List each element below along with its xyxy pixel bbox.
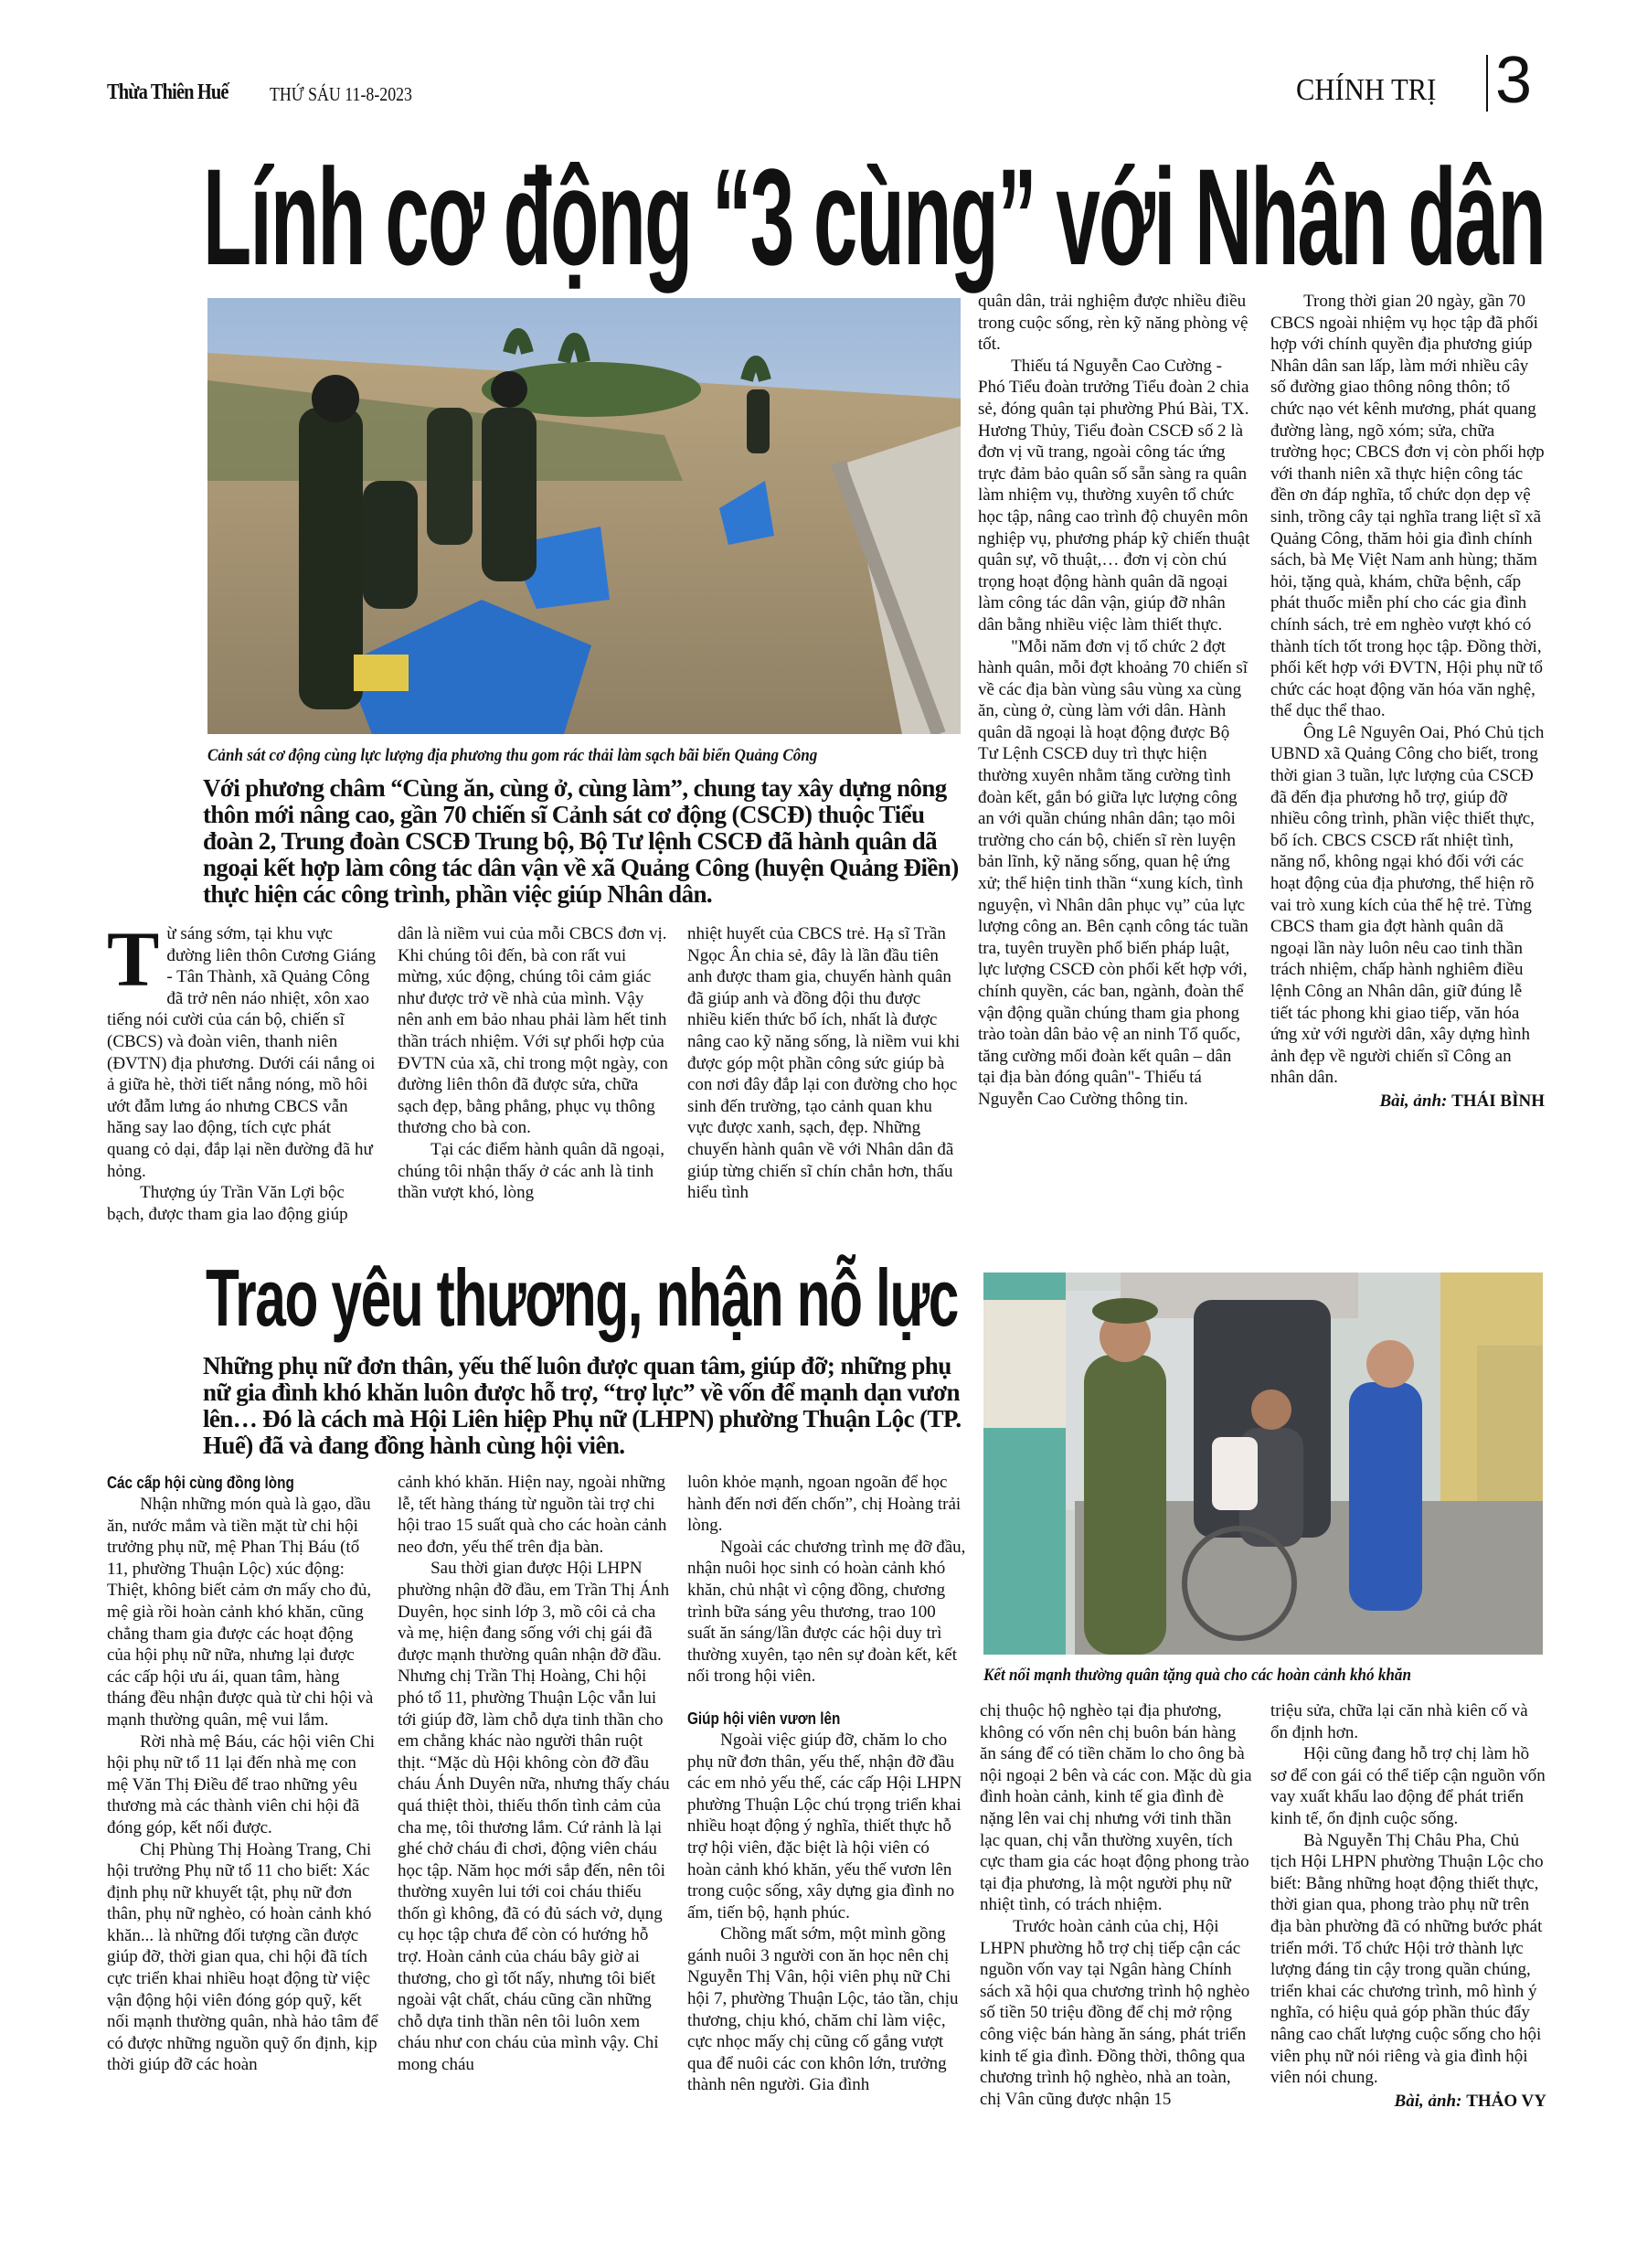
paragraph: Rời nhà mệ Báu, các hội viên Chi hội phụ nữ tổ 11 lại đến nhà mẹ con mệ Văn Thị Điều để trao những yêu thương mà các thành viên chi hội đã đóng góp, kết nối được. xyxy=(107,1731,376,1837)
paragraph: "Mỗi năm đơn vị tổ chức 2 đợt hành quân, mỗi đợt khoảng 70 chiến sĩ về các địa bàn vùng sâu vùng xa cùng ăn, cùng ở, cùng làm với dân. Hành quân dã ngoại là hoạt động được Bộ Tư Lệnh CSCĐ duy trì thực hiện thường xuyên nhằm tăng cường tình đoàn kết, gắn bó giữa lực lượng công an với quần chúng nhân dân; tạo môi trường cho cán bộ, chiến sĩ rèn luyện bản lĩnh, kỹ năng sống, quan hệ ứng xử; thể hiện tinh thần “xung kích, tình nguyện, vì Nhân dân phục vụ” của lực lượng công an. Bên cạnh công tác tuần tra, tuyên truyền phổ biến pháp luật, lực lượng CSCĐ còn phối kết hợp với, chính quyền, các ban, ngành, đoàn thể vận động quần chúng tham gia phong trào toàn dân bảo vệ an ninh Tổ quốc, tăng cường mối đoàn kết quân – dân tại địa bàn đóng quân"- Thiếu tá Nguyễn Cao Cường thông tin. xyxy=(978,636,1249,1109)
subheading: Các cấp hội cùng đồng lòng xyxy=(107,1474,294,1492)
paragraph: ừ sáng sớm, tại khu vực đường liên thôn Cương Giáng - Tân Thành, xã Quảng Công đã trở nên náo nhiệt, xôn xao tiếng nói cười của cán bộ, chiến sĩ (CBCS) và đoàn viên, thanh niên (ĐVTN) địa phương. Dưới cái nắng oi ả giữa hè, thời tiết nắng nóng, mồ hôi ướt đẫm lưng áo nhưng CBCS vẫn hăng say lao động, tích cực phát quang cỏ dại, đắp lại nền đường đã hư hỏng. xyxy=(107,924,376,1181)
article1-column-4 xyxy=(978,291,1250,1111)
paragraph: Ông Lê Nguyên Oai, Phó Chủ tịch UBND xã Quảng Công cho biết, trong thời gian 3 tuần, lực lượng của CSCĐ đã đến địa phương hỗ trợ, giúp đỡ nhiều công trình, phần việc thiết thực, bổ ích. CBCS CSCĐ rất nhiệt tình, năng nổ, không ngại khó đối với các hoạt động của địa phương, thể hiện rõ vai trò xung kích của thế hệ trẻ. Từng CBCS tham gia đợt hành quân dã ngoại lần này luôn nêu cao tinh thần trách nhiệm, chấp hành nghiêm điều lệnh Công an Nhân dân, giữ đúng lễ tiết tác phong khi giao tiếp, văn hóa ứng xử với người dân, xây dựng hình ảnh đẹp về người chiến sĩ Công an nhân dân. xyxy=(1270,722,1545,1088)
paragraph: Hội cũng đang hỗ trợ chị làm hồ sơ để con gái có thể tiếp cận nguồn vốn vay xuất khẩu lao động để phát triển kinh tế, ổn định cuộc sống. xyxy=(1270,1744,1546,1828)
article2-headline xyxy=(206,1252,958,1343)
paragraph: chị thuộc hộ nghèo tại địa phương, không có vốn nên chị buôn bán hàng ăn sáng để có tiền chăm lo cho ông bà nội ngoại 2 bên và các con. Mặc dù gia đình hoàn cảnh, kinh tế gia đình đè nặng lên vai chị nhưng với tinh thần lạc quan, chị vẫn thường xuyên, tích cực tham gia các hoạt động phong trào tại địa phương, là một người phụ nữ nhiệt tình, có trách nhiệm. xyxy=(980,1701,1252,1915)
paragraph: Thượng úy Trần Văn Lợi bộc bạch, được tham gia lao động giúp xyxy=(107,1183,348,1224)
article2-photo-caption: Kết nối mạnh thường quân tặng quà cho các hoàn cảnh khó khăn xyxy=(983,1666,1411,1685)
paragraph: dân là niềm vui của mỗi CBCS đơn vị. Khi chúng tôi đến, bà con rất vui mừng, xúc động, chúng tôi cảm giác như được trở về nhà của mình. Vậy nên anh em bảo nhau phải làm hết tinh thần trách nhiệm. Với sự phối hợp của ĐVTN của xã, chỉ trong một ngày, con đường liên thôn đã được sửa, chữa sạch đẹp, bằng phẳng, phục vụ thông thương cho bà con. xyxy=(398,924,668,1138)
header-divider xyxy=(1486,55,1488,112)
paragraph: quân dân, trải nghiệm được nhiều điều trong cuộc sống, rèn kỹ năng phòng vệ tốt. xyxy=(978,292,1249,355)
paragraph: Trước hoàn cảnh của chị, Hội LHPN phường hỗ trợ chị tiếp cận các nguồn vốn vay tại Ngân hàng Chính sách xã hội qua chương trình hộ nghèo số tiền 50 triệu đồng để chị mở rộng công việc bán hàng ăn sáng, phát triển kinh tế gia đình. Đồng thời, thông qua chương trình hộ nghèo, nhà an toàn, chị Vân cũng được nhận 15 xyxy=(980,1916,1250,2109)
article2-column-4 xyxy=(980,1700,1256,2110)
byline-label: Bài, ảnh: xyxy=(1379,1091,1448,1111)
paragraph: Chị Phùng Thị Hoàng Trang, Chi hội trưởng Phụ nữ tổ 11 cho biết: Xác định phụ nữ khuyết tật, phụ nữ đơn thân, phụ nữ nghèo, có hoàn cảnh khó khăn... là những đối tượng cần được giúp đỡ, thời gian qua, chi hội đã tích cực triển khai nhiều hoạt động từ việc vận động hội viên đóng góp quỹ, kết nối mạnh thường quân, nhà hảo tâm để có được những nguồn quỹ ổn định, kịp thời giúp đỡ các hoàn xyxy=(107,1839,378,2075)
byline-author: THẢO VY xyxy=(1466,2091,1546,2111)
masthead: Thừa Thiên Huế xyxy=(107,80,228,104)
paragraph: triệu sửa, chữa lại căn nhà kiên cố và ổn định hơn. xyxy=(1270,1701,1528,1742)
paragraph: Tại các điểm hành quân dã ngoại, chúng tôi nhận thấy ở các anh là tinh thần vượt khó, lòng xyxy=(398,1139,664,1203)
article2-column-3 xyxy=(687,1472,966,2096)
section-name: CHÍNH TRỊ xyxy=(1296,73,1437,107)
subheading: Giúp hội viên vươn lên xyxy=(687,1709,841,1728)
paragraph: Nhận những món quà là gạo, dầu ăn, nước mắm và tiền mặt từ chi hội trưởng phụ nữ, mệ Phan Thị Báu (tổ 11, phường Thuận Lộc) xúc động: Thiệt, không biết cảm ơn mấy cho đủ, mệ già rồi hoàn cảnh khó khăn, cũng chẳng tham gia được các hoạt động của hội phụ nữ nữa, nhưng lại được các cấp hội ưu ái, quan tâm, hàng tháng đều nhận được quà từ chi hội và mạnh thường quân, mệ vui lắm. xyxy=(107,1495,374,1730)
paragraph: cảnh khó khăn. Hiện nay, ngoài những lễ, tết hàng tháng từ nguồn tài trợ chi hội trao 15 suất quà cho các hoàn cảnh neo đơn, yếu thế trên địa bàn. xyxy=(398,1473,667,1557)
article2-column-2 xyxy=(398,1472,674,2076)
paragraph: luôn khỏe mạnh, ngoan ngoãn để học hành đến nơi đến chốn”, chị Hoàng trải lòng. xyxy=(687,1473,962,1536)
article2-column-5 xyxy=(1270,1700,1546,2112)
paragraph: Trong thời gian 20 ngày, gần 70 CBCS ngoài nhiệm vụ học tập đã phối hợp với chính quyền địa phương giúp Nhân dân san lấp, làm mới nhiều cây số đường giao thông nông thôn; tổ chức nạo vét kênh mương, phát quang đường làng, ngõ xóm; sửa, chữa trường học; CBCS đơn vị còn phối hợp với thanh niên xã thực hiện công tác đền ơn đáp nghĩa, tổ chức dọn dẹp vệ sinh, trồng cây tại nghĩa trang liệt sĩ xã Quảng Công, thăm hỏi gia đình chính sách, bà Mẹ Việt Nam anh hùng; thăm hỏi, tặng quà, khám, chữa bệnh, cấp phát thuốc miễn phí cho các gia đình chính sách, trẻ em nghèo vượt khó có thành tích tốt trong học tập. Đồng thời, phối kết hợp với ĐVTN, Hội phụ nữ tổ chức các hoạt động văn hóa văn nghệ, thể dục thể thao. xyxy=(1270,292,1545,721)
headline-text: Trao yêu thương, nhận nỗ lực xyxy=(206,1252,958,1343)
paragraph: Ngoài các chương trình mẹ đỡ đầu, nhận nuôi học sinh có hoàn cảnh khó khăn, chủ nhật vì cộng đồng, chương trình bữa sáng yêu thương, trao 100 suất ăn sáng/lần được các hội duy trì thường xuyên, tạo nên sự đoàn kết, kết nối trong hội viên. xyxy=(687,1537,966,1687)
paragraph: nhiệt huyết của CBCS trẻ. Hạ sĩ Trần Ngọc Ân chia sẻ, đây là lần đầu tiên anh được tham gia, chuyến hành quân đã giúp anh và đồng đội thu được nhiều kiến thức bổ ích, nhất là được nâng cao kỹ năng sống, là niềm vui khi được góp một phần công sức giúp bà con nơi đây đắp lại con đường cho học sinh đến trường, tạo cảnh quan khu vực được xanh, sạch, đẹp. Những chuyến hành quân về với Nhân dân đã giúp từng chiến sĩ chín chắn hơn, thấu hiểu tình xyxy=(687,924,961,1203)
headline-text: Lính cơ động “3 cùng” với Nhân dân xyxy=(203,140,1545,293)
paragraph: Sau thời gian được Hội LHPN phường nhận đỡ đầu, em Trần Thị Ánh Duyên, học sinh lớp 3, mồ côi cả cha và mẹ, hiện đang sống với chị gái đã được mạnh thường quân nhận đỡ đầu. Nhưng chị Trần Thị Hoàng, Chi hội phó tổ 11, phường Thuận Lộc vẫn lui tới giúp đỡ, làm chỗ dựa tinh thần cho em chẳng khác nào người thân ruột thịt. “Mặc dù Hội không còn đỡ đầu cháu Ánh Duyên nữa, nhưng thấy cháu quá thiệt thòi, thiếu thốn tình cảm của cha mẹ, tôi thương lắm. Cứ rảnh là lại ghé chở cháu đi chơi, động viên cháu học tập. Năm học mới sắp đến, nên tôi thường xuyên lui tới coi cháu thiếu thốn gì không, đã có đủ sách vở, dụng cụ học tập chưa để còn có hướng hỗ trợ. Hoàn cảnh của cháu bây giờ ai thương, cho gì tốt nấy, nhưng tôi biết ngoài vật chất, cháu cũng cần những chỗ dựa tinh thần nên tôi luôn xem cháu như con cháu của mình vậy. Chỉ mong cháu xyxy=(398,1559,670,2075)
article2-byline xyxy=(1270,2091,1546,2113)
paragraph: Thiếu tá Nguyễn Cao Cường - Phó Tiểu đoàn trưởng Tiểu đoàn 2 chia sẻ, đóng quân tại phường Phú Bài, TX. Hương Thủy, Tiểu đoàn CSCĐ số 2 là đơn vị vũ trang, ngoài công tác ứng trực đảm bảo quân số sẵn sàng ra quân làm nhiệm vụ, thường xuyên tổ chức học tập, nâng cao trình độ chuyên môn nghiệp vụ, phương pháp kỹ chiến thuật quân sự, võ thuật,… đơn vị còn chú trọng hoạt động hành quân dã ngoại làm công tác dân vận, giúp đỡ nhân dân bằng nhiều việc làm thiết thực. xyxy=(978,356,1250,634)
article1-column-5 xyxy=(1270,291,1545,1113)
article2-photo xyxy=(983,1272,1543,1655)
paragraph: Ngoài việc giúp đỡ, chăm lo cho phụ nữ đơn thân, yếu thế, nhận đỡ đầu các em nhỏ yếu thế, các cấp Hội LHPN phường Thuận Lộc chú trọng triển khai nhiều hoạt động ý nghĩa, thiết thực hỗ trợ hội viên, đặc biệt là hội viên có hoàn cảnh khó khăn, yếu thế vươn lên trong cuộc sống, xây dựng gia đình no ấm, tiến bộ, hạnh phúc. xyxy=(687,1730,962,1922)
byline-label: Bài, ảnh: xyxy=(1394,2091,1462,2111)
issue-date: THỨ SÁU 11-8-2023 xyxy=(270,83,412,105)
article1-column-2 xyxy=(398,923,670,1204)
article1-photo-caption: Cảnh sát cơ động cùng lực lượng địa phương thu gom rác thải làm sạch bãi biển Quảng Công xyxy=(207,746,818,765)
article1-column-1 xyxy=(107,915,377,1225)
article2-lead: Những phụ nữ đơn thân, yếu thế luôn được quan tâm, giúp đỡ; những phụ nữ gia đình khó khăn luôn được hỗ trợ, “trợ lực” về vốn để mạnh dạn vươn lên… Đó là cách mà Hội Liên hiệp Phụ nữ (LHPN) phường Thuận Lộc (TP. Huế) đã và đang đồng hành cùng hội viên. xyxy=(203,1352,962,1459)
article1-lead: Với phương châm “Cùng ăn, cùng ở, cùng làm”, chung tay xây dựng nông thôn mới nâng cao, gần 70 chiến sĩ Cảnh sát cơ động (CSCĐ) thuộc Tiểu đoàn 2, Trung đoàn CSCĐ Trung bộ, Bộ Tư lệnh CSCĐ đã hành quân dã ngoại kết hợp làm công tác dân vận về xã Quảng Công (huyện Quảng Điền) thực hiện các công trình, phần việc giúp Nhân dân. xyxy=(203,774,959,908)
paragraph: Chồng mất sớm, một mình gồng gánh nuôi 3 người con ăn học nên chị Nguyễn Thị Vân, hội viên phụ nữ Chi hội 7, phường Thuận Lộc, tảo tần, chịu thương, chịu khó, chăm chỉ làm việc, cực nhọc mấy chị cũng cố gắng vượt qua để nuôi các con khôn lớn, trưởng thành nên người. Gia đình xyxy=(687,1924,959,2095)
page-number: 3 xyxy=(1495,44,1533,117)
byline-author: THÁI BÌNH xyxy=(1451,1091,1545,1111)
paragraph: Bà Nguyễn Thị Châu Pha, Chủ tịch Hội LHPN phường Thuận Lộc cho biết: Bằng những hoạt động thiết thực, thời gian qua, phong trào phụ nữ trên địa bàn phường đã có những bước phát triển mới. Tổ chức Hội trở thành lực lượng đáng tin cậy trong quần chúng, triển khai các chương trình, mô hình ý nghĩa, có hiệu quả góp phần thúc đẩy nâng cao chất lượng cuộc sống cho hội viên phụ nữ nói riêng và gia đình hội viên nói chung. xyxy=(1270,1830,1544,2088)
drop-cap: T xyxy=(107,915,160,1003)
article1-photo xyxy=(207,298,961,734)
article1-byline xyxy=(1270,1091,1545,1113)
article1-headline xyxy=(203,140,1545,293)
article1-column-3 xyxy=(687,923,962,1204)
article2-column-1 xyxy=(107,1472,381,2076)
